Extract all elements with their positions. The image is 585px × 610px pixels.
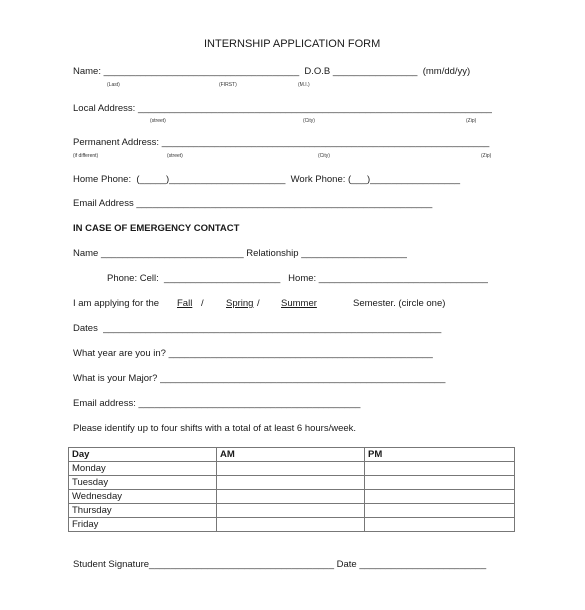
slash-2: /	[257, 298, 260, 309]
header-am: AM	[217, 448, 365, 462]
option-summer[interactable]: Summer	[281, 298, 317, 309]
emergency-heading: IN CASE OF EMERGENCY CONTACT	[73, 223, 240, 234]
table-row	[69, 490, 515, 504]
day-cell: Monday	[69, 462, 217, 476]
table-header-row	[69, 448, 515, 462]
day-cell: Tuesday	[69, 476, 217, 490]
emergency-name-field[interactable]: Name ___________________________ Relationship ____________________	[73, 248, 407, 259]
label-local-street: (street)	[150, 118, 166, 124]
table-row	[69, 504, 515, 518]
email-address-field[interactable]: Email Address ________________________________________________________	[73, 198, 433, 209]
dates-field[interactable]: Dates ________________________________________________________________	[73, 323, 442, 334]
pm-cell[interactable]	[365, 462, 515, 476]
signature-date-field[interactable]: Student Signature___________________________________ Date ________________________	[73, 559, 487, 570]
pm-cell[interactable]	[365, 476, 515, 490]
label-if-different: (if different)	[73, 153, 99, 159]
header-day: Day	[69, 448, 217, 462]
form-title: INTERNSHIP APPLICATION FORM	[204, 38, 381, 50]
am-cell[interactable]	[217, 462, 365, 476]
slash-1: /	[201, 298, 204, 309]
am-cell[interactable]	[217, 504, 365, 518]
shift-table	[68, 447, 515, 532]
label-local-city: (City)	[303, 118, 315, 124]
pm-cell[interactable]	[365, 504, 515, 518]
label-last: (Last)	[107, 82, 120, 88]
am-cell[interactable]	[217, 490, 365, 504]
day-cell: Friday	[69, 518, 217, 532]
day-cell: Thursday	[69, 504, 217, 518]
am-cell[interactable]	[217, 518, 365, 532]
pm-cell[interactable]	[365, 518, 515, 532]
permanent-address-field[interactable]: Permanent Address: ______________________________________________________________	[73, 137, 490, 148]
table-row	[69, 476, 515, 490]
emergency-phone-field[interactable]: Phone: Cell: ______________________ Home: ________________________________	[107, 273, 488, 284]
applying-prefix: I am applying for the	[73, 298, 160, 309]
table-row	[69, 518, 515, 532]
year-field[interactable]: What year are you in? __________________________________________________	[73, 348, 433, 359]
option-spring[interactable]: Spring	[226, 298, 254, 309]
header-pm: PM	[365, 448, 515, 462]
local-address-field[interactable]: Local Address: ___________________________________________________________________	[73, 103, 492, 114]
label-perm-street: (street)	[167, 153, 183, 159]
applying-suffix: Semester. (circle one)	[353, 298, 446, 309]
email2-field[interactable]: Email address: __________________________________________	[73, 398, 361, 409]
pm-cell[interactable]	[365, 490, 515, 504]
label-first: (FIRST)	[219, 82, 237, 88]
label-perm-city: (City)	[318, 153, 330, 159]
day-cell: Wednesday	[69, 490, 217, 504]
option-fall[interactable]: Fall	[177, 298, 193, 309]
table-row	[69, 462, 515, 476]
name-dob-field[interactable]: Name: _____________________________________ D.O.B ________________ (mm/dd/yy)	[73, 66, 471, 77]
label-mi: (M.I.)	[298, 82, 310, 88]
am-cell[interactable]	[217, 476, 365, 490]
major-field[interactable]: What is your Major? ______________________________________________________	[73, 373, 446, 384]
phone-field[interactable]: Home Phone: (_____)______________________ Work Phone: (___)_________________	[73, 174, 461, 185]
label-perm-zip: (Zip)	[481, 153, 492, 159]
shifts-instruction: Please identify up to four shifts with a total of at least 6 hours/week.	[73, 423, 357, 434]
label-local-zip: (Zip)	[466, 118, 477, 124]
